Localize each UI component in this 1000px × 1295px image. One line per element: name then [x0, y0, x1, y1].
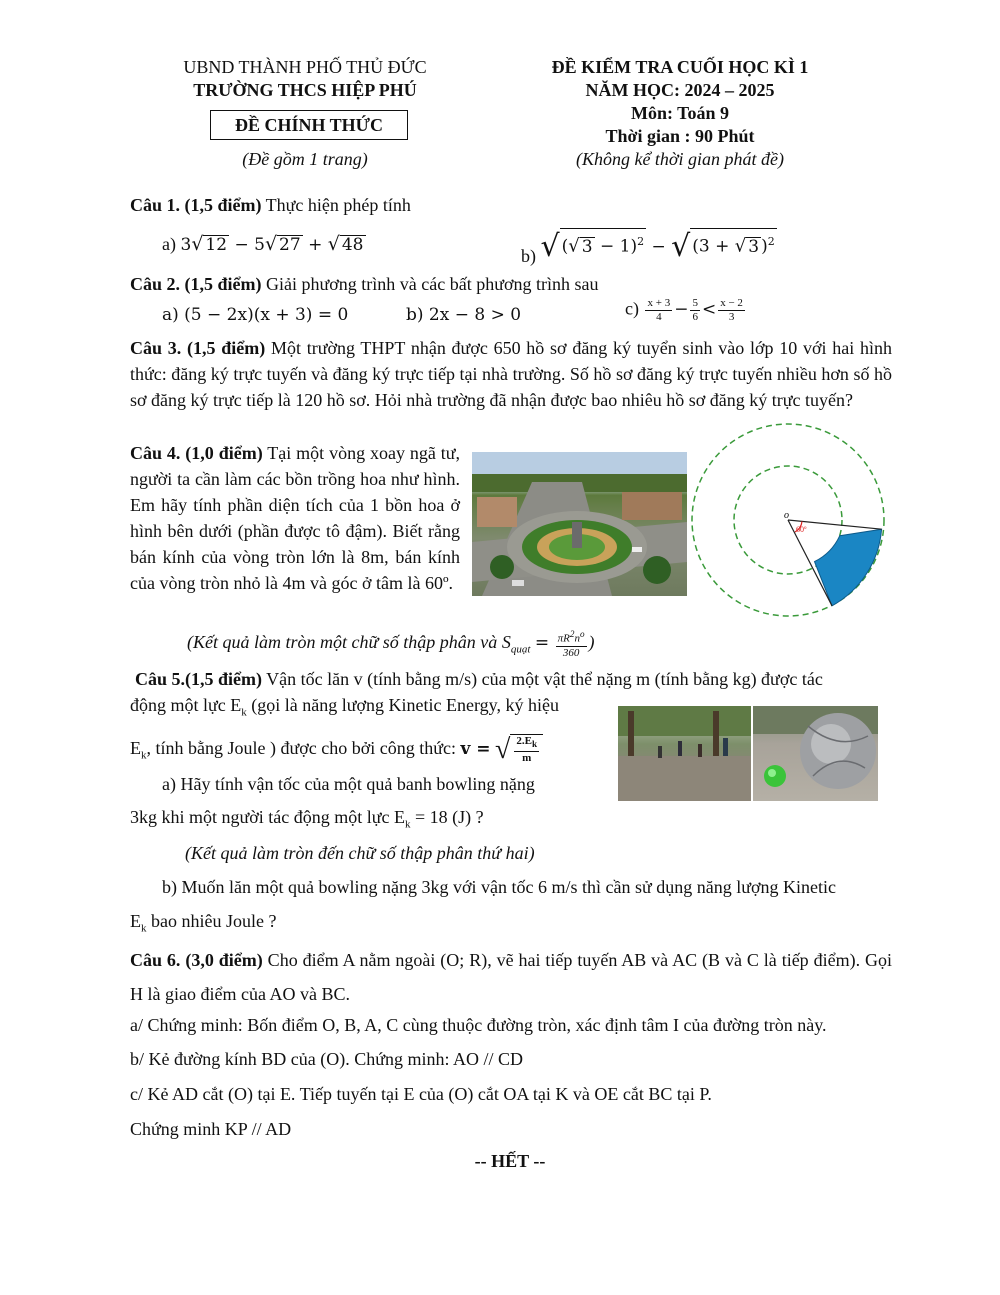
time-note: (Không kể thời gian phát đề): [575, 149, 785, 169]
question-6a: a/ Chứng minh: Bốn điểm O, B, A, C cùng thuộc đường tròn, xác định tâm I của đường tròn này.: [130, 1015, 827, 1035]
official-exam-box: ĐỀ CHÍNH THỨC: [210, 110, 408, 140]
bowling-field-photo: [618, 706, 751, 801]
question-5a-line1: a) Hãy tính vận tốc của một quả banh bowling nặng: [162, 774, 535, 794]
school-name: TRƯỜNG THCS HIỆP PHÚ: [193, 80, 417, 100]
question-2a: a) (5 − 2x)(x + 3) = 0: [162, 305, 349, 325]
question-2b: b) 2x − 8 > 0: [406, 305, 522, 325]
center-label: o: [784, 510, 789, 521]
question-4-note: (Kết quả làm tròn một chữ số thập phân và $S_{quạt}$ = $\frac{\pi R^2n^o}{360}$ ): [187, 629, 595, 659]
page-count-note: (Đề gồm 1 trang): [242, 149, 368, 169]
question-5a-note: (Kết quả làm tròn đến chữ số thập phân thứ hai): [185, 843, 535, 863]
question-2c: c) $\frac{x + 3}{4}$ − $\frac{5}{6}$ < $\frac{x - 2}{3}$: [625, 297, 743, 323]
question-3: Câu 3. (1,5 điểm) Một trường THPT nhận được 650 hồ sơ đăng ký tuyển sinh vào lớp 10 với hai hình thức: đăng ký trực tuyến và đăng ký trực tiếp tại nhà trường. Số hồ sơ đăng ký trực tuyến nhiều hơn số hồ sơ đăng ký trực tiếp là 120 hồ sơ. Hỏi nhà trường đã nhận được bao nhiêu hồ sơ đăng ký trực tuyến?: [130, 338, 893, 410]
question-1a: a) 3√ 12 − 5√ 27 + √ 48: [162, 233, 364, 255]
subject: Môn: Toán 9: [630, 103, 730, 123]
question-6: Câu 6. (3,0 điểm) Cho điểm A nằm ngoài (O; R), vẽ hai tiếp tuyến AB và AC (B và C là tiếp điểm). Gọi H là giao điểm của AO và BC.: [130, 950, 893, 1004]
exam-title: ĐỀ KIỂM TRA CUỐI HỌC KÌ 1: [551, 57, 809, 77]
question-5b-line1: b) Muốn lăn một quả bowling nặng 3kg với vận tốc 6 m/s thì cần sử dụng năng lượng Kinetic: [162, 877, 836, 897]
question-5-line3: $E_k$, tính bằng Joule ) được cho bởi công thức: v = √ $\frac{2.E_k}{m}$: [130, 733, 610, 769]
angle-label: 60º: [796, 525, 807, 534]
roundabout-photo: [472, 452, 687, 596]
question-4: Câu 4. (1,0 điểm) Tại một vòng xoay ngã tư, người ta cần làm các bồn trồng hoa như hình. Em hãy tính phần diện tích của 1 bồn hoa ở hình bên dưới (phần được tô đậm). Biết rằng bán kính của vòng tròn lớn là 8m, bán kính của vòng tròn nhỏ là 4m và góc ở tâm là 60º.: [130, 443, 460, 593]
school-year: NĂM HỌC: 2024 – 2025: [585, 80, 775, 100]
question-1-title: Câu 1. (1,5 điểm) Thực hiện phép tính: [130, 195, 411, 215]
question-1b: b) √ (√ 3 − 1)$^2$ − √ (3 + √ 3 )$^2$: [521, 229, 775, 266]
shaded-sector: [815, 529, 882, 606]
question-5-line1: Câu 5.(1,5 điểm) Vận tốc lăn v (tính bằng m/s) của một vật thể nặng m (tính bằng kg) được tác: [135, 669, 823, 689]
end-marker: -- HẾT --: [474, 1151, 546, 1171]
question-6b: b/ Kẻ đường kính BD của (O). Chứng minh: AO // CD: [130, 1049, 524, 1069]
bowling-ball-photo: [753, 706, 878, 801]
flowerbed-diagram: [690, 420, 890, 620]
question-5-line2: động một lực $E_k$ (gọi là năng lượng Kinetic Energy, ký hiệu: [130, 695, 559, 719]
question-5a-line2: 3kg khi một người tác động một lực $E_k = 18$ (J) ?: [130, 807, 484, 831]
question-2-title: Câu 2. (1,5 điểm) Giải phương trình và các bất phương trình sau: [130, 274, 599, 294]
question-6c-line2: Chứng minh KP // AD: [130, 1119, 292, 1139]
department-name: UBND THÀNH PHỐ THỦ ĐỨC: [183, 57, 427, 77]
question-6c: c/ Kẻ AD cắt (O) tại E. Tiếp tuyến tại E của (O) cắt OA tại K và OE cắt BC tại P.: [130, 1084, 712, 1104]
question-5b-line2: $E_k$ bao nhiêu Joule ?: [130, 911, 277, 935]
duration: Thời gian : 90 Phút: [605, 126, 755, 146]
